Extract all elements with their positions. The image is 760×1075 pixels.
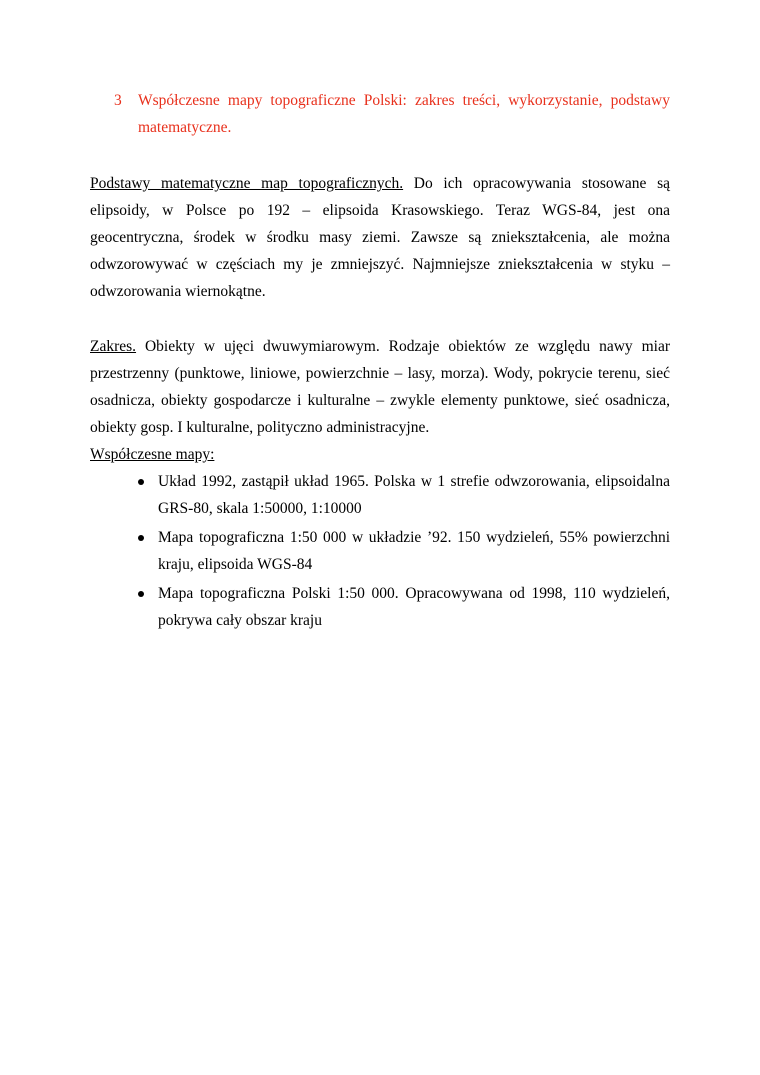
heading-text: Współczesne mapy topograficzne Polski: zakres treści, wykorzystanie, podstawy matematyczne.: [138, 92, 670, 136]
document-page: [90, 87, 670, 636]
list-item: Układ 1992, zastąpił układ 1965. Polska w 1 strefie odwzorowania, elipsoidalna GRS-80, skala 1:50000, 1:10000: [138, 468, 670, 522]
section-heading: [114, 87, 670, 141]
heading-number: 3: [114, 92, 122, 109]
paragraph-math: [90, 170, 670, 305]
bullet-icon: [138, 479, 144, 485]
modern-maps-list: [90, 468, 670, 634]
paragraph-math-body: Do ich opracowywania stosowane są elipsoidy, w Polsce po 192 – elipsoida Krasowskiego. Teraz WGS-84, jest ona geocentryczna, środek w środku masy ziemi. Zawsze są zniekształcenia, ale można odwzorowywać w częściach my je zmniejszyć. Najmniejsze zniekształcenia w styku – odwzorowania wiernokątne.: [90, 175, 670, 300]
bullet-icon: [138, 535, 144, 541]
list-item: Mapa topograficzna Polski 1:50 000. Opracowywana od 1998, 110 wydzieleń, pokrywa cały obszar kraju: [138, 580, 670, 634]
paragraph-math-title: Podstawy matematyczne map topograficznych.: [90, 175, 404, 192]
paragraph-scope: [90, 333, 670, 441]
list-item: Mapa topograficzna 1:50 000 w układzie ’92. 150 wydzieleń, 55% powierzchni kraju, elipsoida WGS-84: [138, 524, 670, 578]
bullet-icon: [138, 591, 144, 597]
paragraph-scope-title: Zakres.: [90, 338, 137, 355]
modern-maps-title: Współczesne mapy:: [90, 446, 215, 463]
paragraph-scope-body: Obiekty w ujęci dwuwymiarowym. Rodzaje obiektów ze względu nawy miar przestrzenny (punktowe, liniowe, powierzchnie – lasy, morza). Wody, pokrycie terenu, sieć osadnicza, obiekty gospodarcze i kulturalne – zwykle elementy punktowe, sieć osadnicza, obiekty gosp. I kulturalne, polityczno administracyjne.: [90, 338, 670, 436]
